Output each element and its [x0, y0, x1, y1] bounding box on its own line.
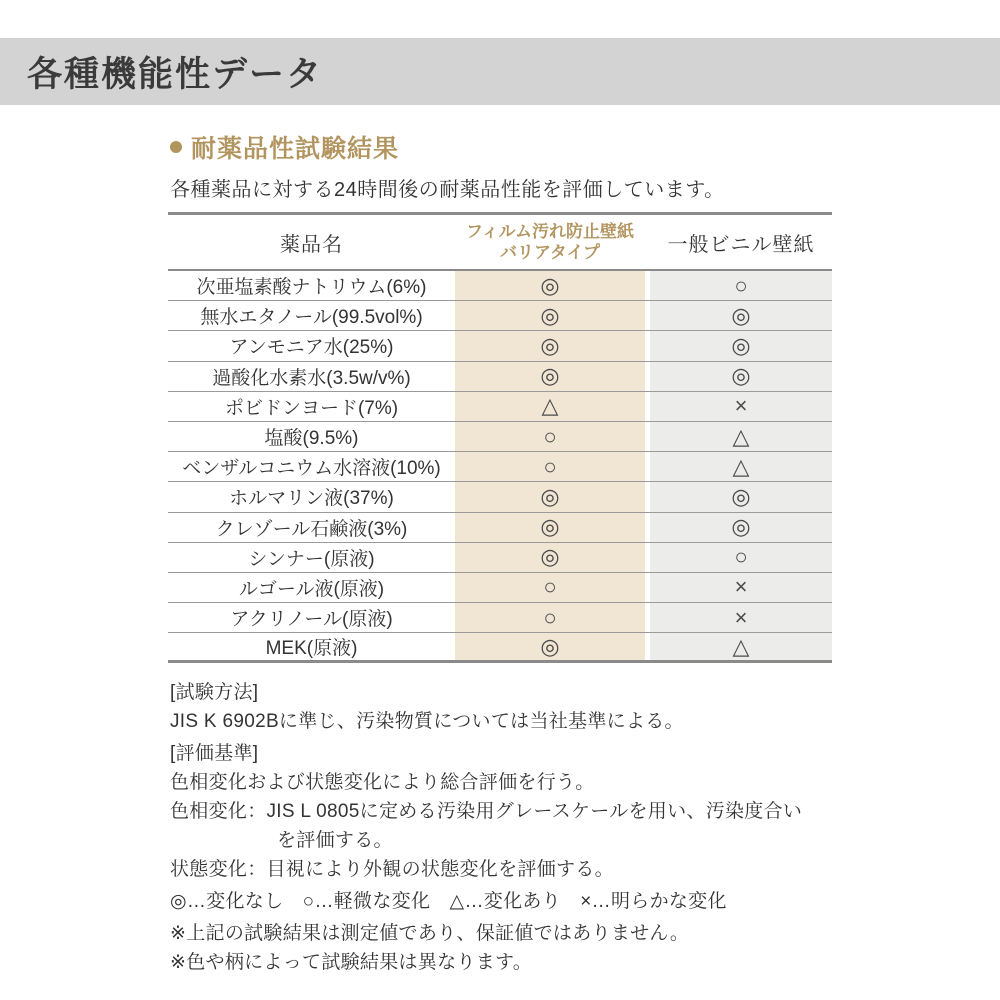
chemical-name-cell: アンモニア水(25%): [229, 337, 394, 359]
vinyl-result-cell: △: [650, 452, 832, 481]
film-result-cell: ◎: [455, 271, 645, 300]
chemical-name-cell: 過酸化水素水(3.5w/v%): [212, 367, 411, 389]
film-result-cell: ◎: [455, 543, 645, 572]
film-result-cell: ○: [455, 603, 645, 632]
criteria-text: 色相変化および状態変化により総合評価を行う。: [170, 772, 595, 793]
criteria-label: [評価基準]: [170, 743, 259, 764]
section-description: 各種薬品に対する24時間後の耐薬品性能を評価しています。: [170, 179, 725, 201]
vinyl-result-cell: △: [650, 422, 832, 451]
vinyl-result-cell: ◎: [650, 362, 832, 391]
film-result-cell: ◎: [455, 633, 645, 660]
table-row: [168, 513, 832, 543]
vinyl-result-cell: ○: [650, 543, 832, 572]
chemical-name-cell: ポビドンヨード(7%): [224, 397, 399, 419]
header-chemical-name: 薬品名: [280, 233, 343, 256]
vinyl-result-cell: ×: [650, 573, 832, 602]
page-title: 各種機能性データ: [27, 54, 324, 94]
section-heading: 耐薬品性試験結果: [191, 135, 400, 163]
header-film-wallpaper: [455, 221, 645, 264]
chemical-name-cell: MEK(原液): [265, 638, 358, 660]
film-result-cell: ◎: [455, 482, 645, 511]
chemical-name-cell: シンナー(原液): [248, 548, 375, 570]
disclaimer-note1: ※上記の試験結果は測定値であり、保証値ではありません。: [170, 923, 690, 944]
header-vinyl-wallpaper: 一般ビニル壁紙: [667, 233, 815, 256]
table-row: [168, 633, 832, 663]
test-method-text: JIS K 6902Bに準じ、汚染物質については当社基準による。: [170, 711, 684, 732]
page-banner: [0, 38, 1000, 105]
vinyl-result-cell: △: [650, 633, 832, 660]
vinyl-result-cell: ◎: [650, 513, 832, 542]
chemical-resistance-table: [168, 212, 832, 663]
vinyl-result-cell: ◎: [650, 482, 832, 511]
table-body: [168, 271, 832, 663]
table-row: [168, 543, 832, 573]
hue-change-line1: 色相変化：JIS L 0805に定める汚染用グレースケールを用い、汚染度合い: [170, 801, 803, 822]
chemical-name-cell: ルゴール液(原液): [238, 578, 385, 600]
table-row: [168, 271, 832, 301]
vinyl-result-cell: ×: [650, 603, 832, 632]
chemical-name-cell: ベンザルコニウム水溶液(10%): [182, 458, 441, 480]
table-header-row: [168, 212, 832, 271]
ring-bullet-icon: [170, 141, 182, 153]
chemical-name-cell: クレゾール石鹸液(3%): [215, 518, 408, 540]
film-result-cell: ◎: [455, 301, 645, 330]
chemical-name-cell: 次亜塩素酸ナトリウム(6%): [196, 277, 427, 299]
symbol-legend: ◎…変化なし ○…軽微な変化 △…変化あり ×…明らかな変化: [170, 891, 727, 912]
chemical-name-cell: アクリノール(原液): [230, 609, 393, 631]
header-film-line1: フィルム汚れ防止壁紙: [466, 221, 634, 241]
table-row: [168, 301, 832, 331]
table-row: [168, 482, 832, 512]
table-row: [168, 422, 832, 452]
film-result-cell: △: [455, 392, 645, 421]
table-row: [168, 573, 832, 603]
table-row: [168, 603, 832, 633]
vinyl-result-cell: ○: [650, 271, 832, 300]
hue-change-line2: を評価する。: [277, 830, 393, 851]
vinyl-result-cell: ◎: [650, 301, 832, 330]
header-film-line2: バリアタイプ: [500, 243, 600, 262]
film-result-cell: ◎: [455, 362, 645, 391]
film-result-cell: ◎: [455, 331, 645, 360]
table-row: [168, 362, 832, 392]
chemical-name-cell: 塩酸(9.5%): [264, 428, 359, 450]
test-method-label: [試験方法]: [170, 682, 259, 703]
chemical-name-cell: ホルマリン液(37%): [229, 488, 394, 510]
table-row: [168, 392, 832, 422]
vinyl-result-cell: ◎: [650, 331, 832, 360]
disclaimer-note2: ※色や柄によって試験結果は異なります。: [170, 952, 533, 973]
section-header: [170, 129, 399, 165]
vinyl-result-cell: ×: [650, 392, 832, 421]
film-result-cell: ○: [455, 452, 645, 481]
table-row: [168, 452, 832, 482]
table-row: [168, 331, 832, 361]
film-result-cell: ○: [455, 573, 645, 602]
state-change-line: 状態変化：目視により外観の状態変化を評価する。: [170, 859, 614, 880]
chemical-name-cell: 無水エタノール(99.5vol%): [200, 307, 423, 329]
notes-block: [170, 678, 860, 977]
film-result-cell: ◎: [455, 513, 645, 542]
film-result-cell: ○: [455, 422, 645, 451]
